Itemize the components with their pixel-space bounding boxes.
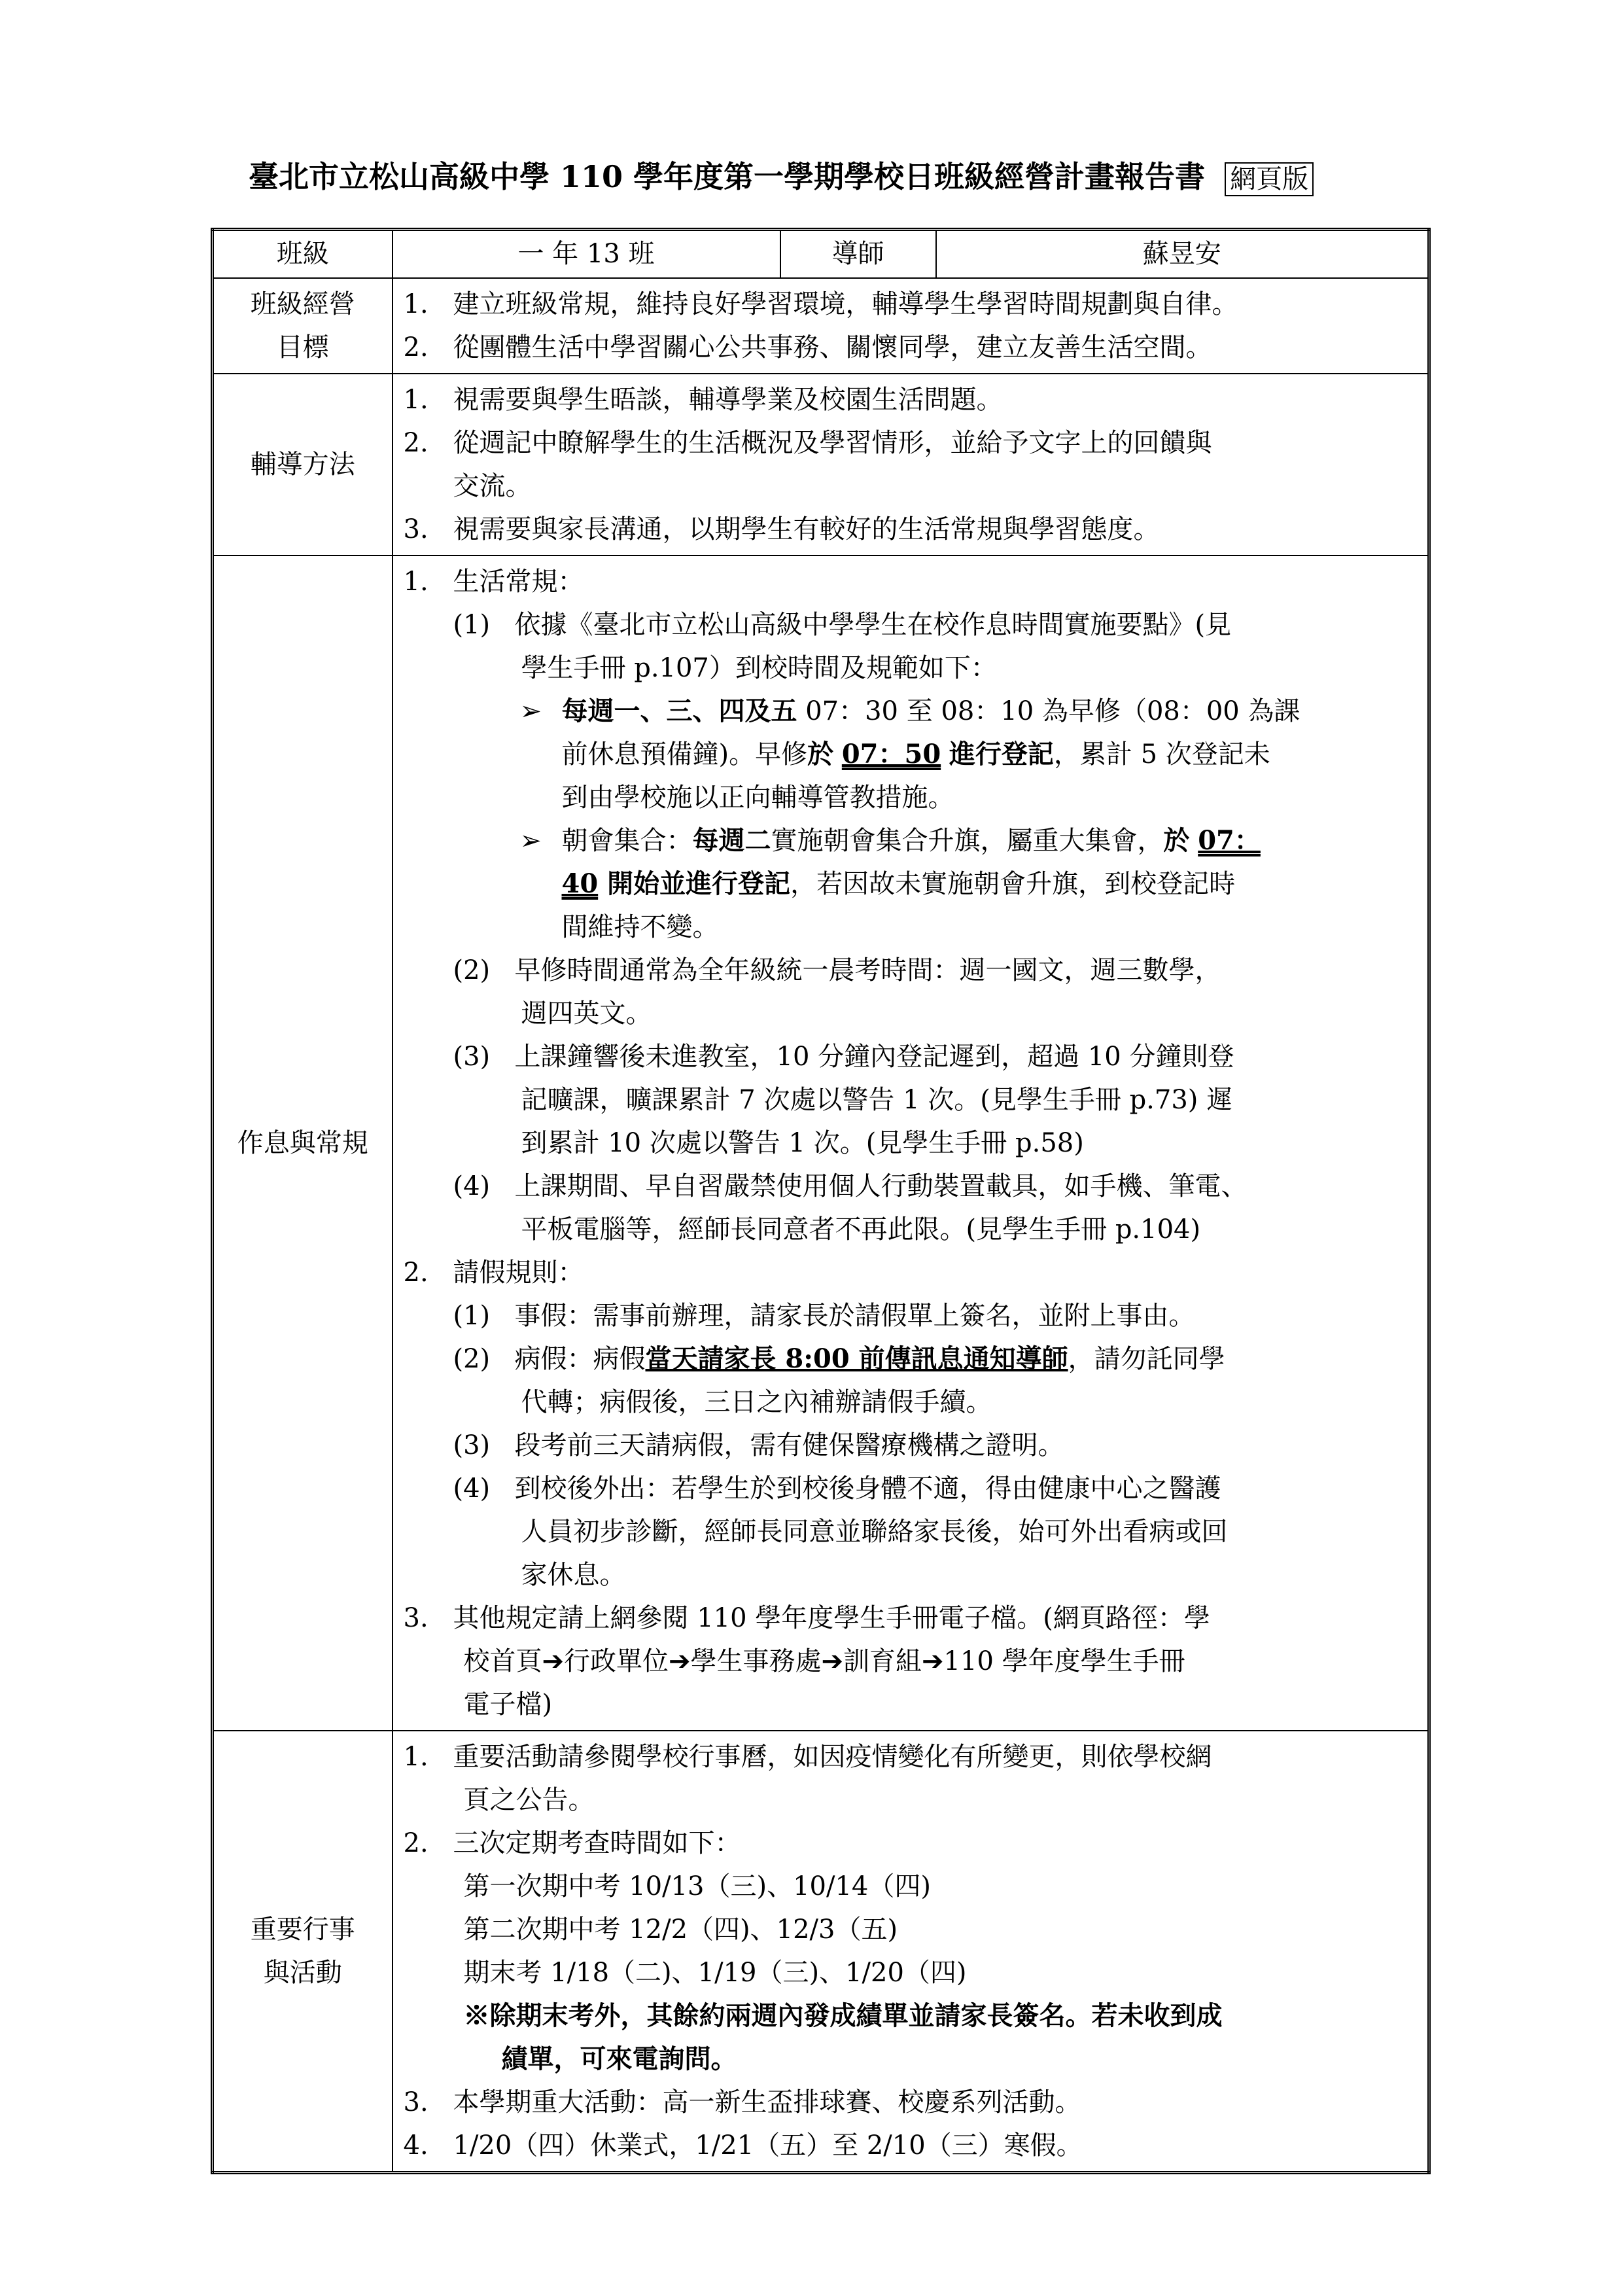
exam-note: ※除期末考外，其餘約兩週內發成績單並請家長簽名。若未收到成 — [463, 2000, 1223, 2031]
bold-underline-text: 40 — [561, 868, 599, 899]
sub-number: (4) — [453, 1473, 491, 1504]
bullet-text-part: 前休息預備鐘)。早修 — [561, 739, 808, 769]
teacher-label: 導師 — [780, 230, 936, 278]
sub-text-cont: 記曠課，曠課累計 7 次處以警告 1 次。(見學生手冊 p.73) 遲 — [521, 1084, 1233, 1115]
bold-text: 進行登記 — [949, 738, 1054, 769]
bullet-text-cont: 間維持不變。 — [561, 911, 719, 942]
sub-text-cont: 到累計 10 次處以警告 1 次。(見學生手冊 p.58) — [521, 1127, 1084, 1158]
exam-schedule: 第一次期中考 10/13（三)、10/14（四) — [463, 1871, 931, 1901]
goals-label-line2: 目標 — [276, 332, 329, 362]
list-item — [404, 1822, 1422, 1865]
item-text: 其他規定請上網參閱 110 學年度學生手冊電子檔。(網頁路徑：學 — [453, 1602, 1210, 1633]
section-title: 生活常規： — [453, 566, 584, 597]
sub-item — [404, 1337, 1422, 1381]
list-item — [404, 1735, 1422, 1778]
bullet-item — [404, 819, 1422, 862]
sub-text: 依據《臺北市立松山高級中學學生在校作息時間實施要點》(見 — [514, 609, 1232, 640]
methods-content — [393, 374, 1429, 556]
bullet-text-part: 朝會集合： — [561, 825, 693, 856]
sub-text: 到校後外出：若學生於到校後身體不適，得由健康中心之醫護 — [514, 1473, 1221, 1504]
item-number: 3. — [403, 2087, 428, 2117]
sub-text-cont: 人員初步診斷，經師長同意並聯絡家長後，始可外出看病或回 — [521, 1516, 1228, 1547]
sub-text-cont: 平板電腦等，經師長同意者不再此限。(見學生手冊 p.104) — [521, 1214, 1201, 1245]
bold-text: 於 — [1163, 824, 1190, 856]
item-number: 2. — [403, 427, 428, 458]
bold-underline-text: 07： — [1198, 824, 1261, 856]
class-label: 班級 — [213, 230, 393, 278]
teacher-value: 蘇昱安 — [936, 230, 1429, 278]
sub-text: 上課鐘響後未進教室，10 分鐘內登記遲到，超過 10 分鐘則登 — [514, 1041, 1234, 1072]
item-text: 重要活動請參閱學校行事曆，如因疫情變化有所變更，則依學校網 — [453, 1741, 1212, 1772]
arrow-bullet-icon: ➢ — [519, 696, 542, 726]
sub-text-cont: 家休息。 — [521, 1559, 626, 1590]
goals-label-line1: 班級經營 — [250, 289, 355, 319]
sub-text: 事假：需事前辦理，請家長於請假單上簽名，並附上事由。 — [514, 1300, 1195, 1331]
item-number: 2. — [403, 332, 428, 362]
class-plan-table — [211, 228, 1431, 2174]
title-text: 臺北市立松山高級中學 110 學年度第一學期學校日班級經營計畫報告書 — [249, 159, 1206, 194]
sub-item — [404, 1165, 1422, 1208]
sub-text: 上課期間、早自習嚴禁使用個人行動裝置載具，如手機、筆電、 — [514, 1171, 1248, 1201]
events-row — [213, 1731, 1429, 2173]
item-text: 三次定期考查時間如下： — [453, 1828, 741, 1858]
bold-underline-text: 07：50 — [841, 738, 941, 769]
list-item — [404, 326, 1422, 369]
item-text-cont: 校首頁➔行政單位➔學生事務處➔訓育組➔110 學年度學生手冊 — [463, 1646, 1185, 1676]
arrow-bullet-icon: ➢ — [519, 825, 542, 856]
sub-item — [404, 949, 1422, 992]
sub-number: (2) — [453, 955, 491, 985]
list-item — [404, 2081, 1422, 2124]
item-line: 從週記中瞭解學生的生活概況及學習情形，並給予文字上的回饋與 — [453, 427, 1212, 458]
goals-label — [213, 278, 393, 374]
section-heading — [404, 1597, 1422, 1640]
class-value: 一 年 13 班 — [393, 230, 780, 278]
item-number: 2. — [403, 1257, 428, 1288]
item-text: 1/20（四）休業式，1/21（五）至 2/10（三）寒假。 — [453, 2130, 1083, 2161]
bullet-text-part: ，若因故未實施朝會升旗，到校登記時 — [790, 868, 1236, 899]
bullet-text-cont — [404, 733, 1422, 776]
item-number: 1. — [403, 566, 428, 597]
bullet-text-part: 實施朝會集合升旗，屬重大集會， — [771, 825, 1164, 856]
sub-text-part: ，請勿託同學 — [1068, 1343, 1225, 1374]
sub-number: (3) — [453, 1041, 491, 1072]
bold-text: 每週二 — [692, 824, 771, 856]
sub-number: (3) — [453, 1430, 491, 1460]
item-text-cont: 電子檔) — [463, 1689, 553, 1720]
bullet-item — [404, 690, 1422, 733]
list-item — [404, 2124, 1422, 2167]
item-number: 3. — [403, 514, 428, 544]
goals-content — [393, 278, 1429, 374]
sub-item — [404, 603, 1422, 646]
item-number: 1. — [403, 1741, 428, 1772]
sub-text-cont: 週四英文。 — [521, 998, 652, 1029]
events-label-line1: 重要行事 — [250, 1914, 355, 1945]
item-number: 1. — [403, 289, 428, 319]
sub-item — [404, 1294, 1422, 1337]
item-number: 1. — [403, 384, 428, 415]
goals-row — [213, 278, 1429, 374]
bold-underline-text: 當天請家長 8:00 前傳訊息通知導師 — [645, 1343, 1068, 1374]
bullet-text — [562, 819, 1422, 862]
list-item — [404, 421, 1422, 508]
routine-content — [393, 556, 1429, 1731]
sub-item — [404, 1424, 1422, 1467]
sub-text: 段考前三天請病假，需有健保醫療機構之證明。 — [514, 1430, 1064, 1460]
bullet-text-part: ，累計 5 次登記未 — [1053, 739, 1270, 769]
list-item — [404, 378, 1422, 421]
header-row — [213, 230, 1429, 278]
item-text-cont: 頁之公告。 — [463, 1784, 595, 1815]
sub-text-cont: 學生手冊 p.107）到校時間及規範如下： — [521, 652, 997, 683]
sub-text: 早修時間通常為全年級統一晨考時間：週一國文，週三數學， — [514, 955, 1221, 985]
sub-number: (4) — [453, 1171, 491, 1201]
events-content — [393, 1731, 1429, 2173]
methods-row — [213, 374, 1429, 556]
sub-number: (1) — [453, 1300, 491, 1331]
sub-number: (1) — [453, 609, 491, 640]
exam-schedule: 期末考 1/18（二)、1/19（三)、1/20（四) — [463, 1957, 967, 1988]
sub-item — [404, 1035, 1422, 1078]
item-text: 從團體生活中學習關心公共事務、關懷同學，建立友善生活空間。 — [453, 332, 1212, 362]
routine-row — [213, 556, 1429, 1731]
events-label — [213, 1731, 393, 2173]
sub-item — [404, 1467, 1422, 1510]
item-text: 視需要與學生晤談，輔導學業及校園生活問題。 — [453, 384, 1003, 415]
section-heading — [404, 1251, 1422, 1294]
section-title: 請假規則： — [453, 1257, 584, 1288]
list-item — [404, 508, 1422, 551]
exam-note-cont: 績單，可來電詢問。 — [501, 2043, 737, 2074]
web-version-badge: 網頁版 — [1225, 162, 1314, 196]
exam-schedule: 第二次期中考 12/2（四)、12/3（五) — [463, 1914, 898, 1945]
item-number: 4. — [403, 2130, 428, 2161]
sub-text — [515, 1337, 1422, 1381]
bullet-text-cont — [404, 862, 1422, 906]
bullet-text — [562, 690, 1422, 733]
sub-text-part: 病假：病假 — [514, 1343, 646, 1374]
item-text: 視需要與家長溝通，以期學生有較好的生活常規與學習態度。 — [453, 514, 1160, 544]
sub-number: (2) — [453, 1343, 491, 1374]
item-text: 本學期重大活動：高一新生盃排球賽、校慶系列活動。 — [453, 2087, 1081, 2117]
item-text — [453, 421, 1422, 508]
bold-text: 每週一、三、四及五 — [561, 695, 797, 726]
section-heading — [404, 560, 1422, 603]
page-title — [249, 157, 1426, 196]
bullet-text-part: 07：30 至 08：10 為早修（08：00 為課 — [797, 696, 1300, 726]
bold-text: 於 — [807, 738, 834, 769]
methods-label: 輔導方法 — [213, 374, 393, 556]
bold-text: 開始並進行登記 — [598, 868, 791, 899]
sub-text-cont: 代轉；病假後，三日之內補辦請假手續。 — [521, 1386, 992, 1417]
list-item — [404, 283, 1422, 326]
item-text: 建立班級常規，維持良好學習環境，輔導學生學習時間規劃與自律。 — [453, 289, 1238, 319]
item-line: 交流。 — [453, 470, 532, 501]
events-label-line2: 與活動 — [263, 1957, 342, 1988]
item-number: 3. — [403, 1602, 428, 1633]
routine-label: 作息與常規 — [213, 556, 393, 1731]
item-number: 2. — [403, 1828, 428, 1858]
bullet-text-cont: 到由學校施以正向輔導管教措施。 — [561, 782, 954, 813]
